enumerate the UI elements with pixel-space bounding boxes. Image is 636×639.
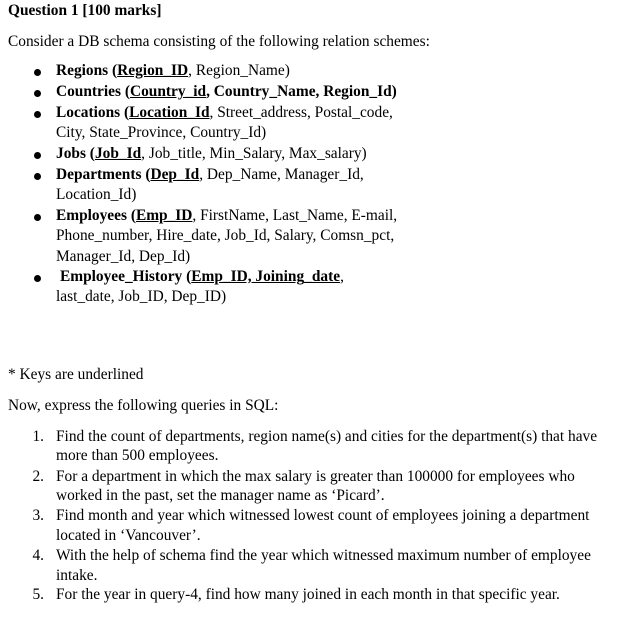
relation-name: Locations [56,104,121,121]
query-number: 2. [32,468,44,485]
relation-name: Jobs [56,145,86,162]
relation-departments: Departments (Dep_Id, Dep_Name, Manager_Id, [56,166,364,183]
query-text: With the help of schema find the year which witnessed maximum number of employee [56,547,591,564]
query-text: more than 500 employees. [56,447,219,464]
query-text: intake. [56,567,98,584]
relation-attributes: , [340,268,344,285]
bullet-icon [34,214,41,221]
query-text: worked in the past, set the manager name as ‘Picard’. [56,487,385,504]
relation-employees-cont: Phone_number, Hire_date, Job_Id, Salary, Comsn_pct, [56,227,395,244]
relation-key: Location_Id [129,104,210,121]
query-number: 1. [32,428,44,445]
bullet-icon [34,111,41,118]
relation-name: Employees [56,207,127,224]
bullet-icon [34,275,41,282]
relation-key: Region_ID [117,62,189,79]
relation-employee-history-cont: last_date, Job_ID, Dep_ID) [56,288,227,305]
relation-key: Emp_ID, Joining_date [191,268,341,285]
relation-attributes: , Job_title, Min_Salary, Max_salary) [141,145,367,162]
relation-departments-cont: Location_Id) [56,186,137,203]
question-heading: Question 1 [100 marks] [8,2,162,19]
relation-attributes: , Dep_Name, Manager_Id, [199,166,364,183]
query-number: 3. [32,507,44,524]
queries-intro: Now, express the following queries in SQL: [8,397,279,414]
relation-employee-history: Employee_History (Emp_ID, Joining_date, [60,268,344,285]
query-number: 5. [32,586,44,603]
relation-jobs: Jobs (Job_Id, Job_title, Min_Salary, Max_salary) [56,145,367,162]
relation-attributes: , Street_address, Postal_code, [209,104,393,121]
query-text: Find month and year which witnessed lowest count of employees joining a department [56,507,590,524]
query-number: 4. [32,547,44,564]
bullet-icon [34,90,41,97]
relation-name: Countries [56,83,121,100]
bullet-icon [34,173,41,180]
query-text: For a department in which the max salary is greater than 100000 for employees who [56,468,575,485]
bullet-icon [34,152,41,159]
relation-key: Country_id [129,83,207,100]
query-text: located in ‘Vancouver’. [56,527,201,544]
relation-attributes: , FirstName, Last_Name, E-mail, [192,207,398,224]
relation-name: Regions [56,62,109,79]
keys-note: * Keys are underlined [8,366,144,383]
relation-key: Emp_ID [135,207,193,224]
relation-locations: Locations (Location_Id, Street_address, Postal_code, [56,104,393,121]
relation-name: Departments [56,166,142,183]
bullet-icon [34,69,41,76]
relation-regions: Regions (Region_ID, Region_Name) [56,62,290,79]
relation-employees: Employees (Emp_ID, FirstName, Last_Name, E-mail, [56,207,398,224]
relation-locations-cont: City, State_Province, Country_Id) [56,124,267,141]
query-text: For the year in query-4, find how many joined in each month in that specific year. [56,586,560,603]
intro-text: Consider a DB schema consisting of the following relation schemes: [8,33,430,50]
relation-key: Job_Id [94,145,142,162]
query-text: Find the count of departments, region name(s) and cities for the department(s) that have [56,428,598,445]
relation-key: Dep_Id [150,166,200,183]
relation-attributes: , Region_Name) [188,62,290,79]
relation-name: Employee_History [60,268,183,285]
relation-attributes: , Country_Name, Region_Id) [206,83,397,100]
relation-employees-cont: Manager_Id, Dep_Id) [56,248,191,265]
relation-countries: Countries (Country_id, Country_Name, Region_Id) [56,83,397,100]
